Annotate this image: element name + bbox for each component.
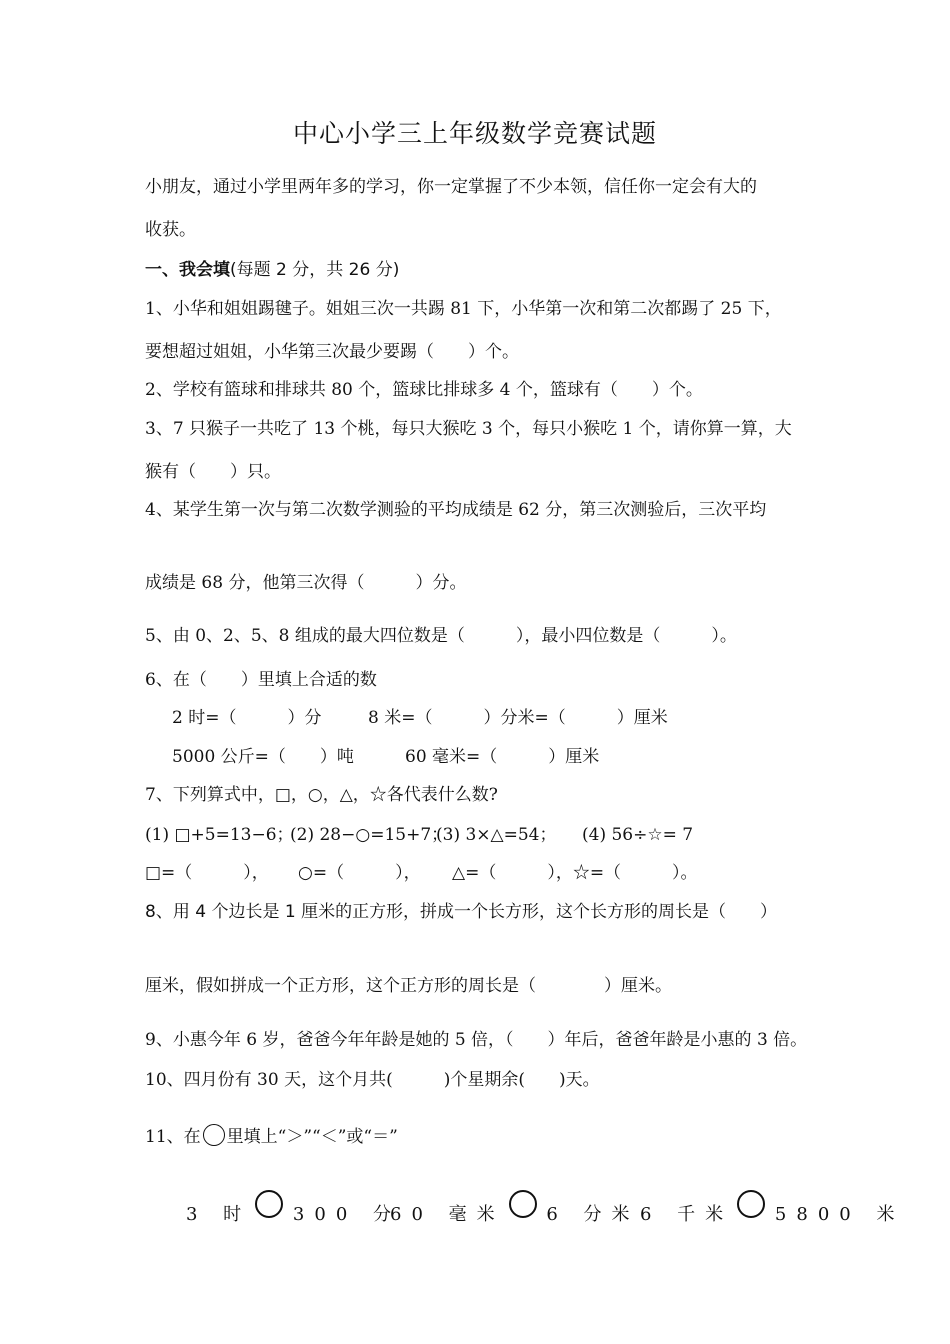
- question-9: 9、小惠今年 6 岁，爸爸今年年龄是她的 5 倍，（ ）年后，爸爸年龄是小惠的 3 倍。: [145, 1030, 808, 1050]
- question-8-line-1: 8、用 4 个边长是 1 厘米的正方形，拼成一个长方形，这个长方形的周长是（ ）: [145, 902, 778, 922]
- question-7-eq-3: (3) 3×△=54；: [436, 825, 557, 845]
- question-6-item-4: 60 毫米=（ ）厘米: [405, 747, 600, 767]
- question-11-prefix: 11、在: [145, 1127, 201, 1147]
- question-2: 2、学校有篮球和排球共 80 个，篮球比排球多 4 个，篮球有（ ）个。: [145, 380, 703, 400]
- question-7-stem: 7、下列算式中，□，○，△，☆各代表什么数?: [145, 785, 498, 805]
- compare-item-1: [186, 1190, 401, 1226]
- page-title: 中心小学三上年级数学竞赛试题: [292, 119, 657, 148]
- circle-icon[interactable]: [737, 1190, 765, 1218]
- section-heading: [145, 259, 399, 281]
- question-6-stem: 6、在（ ）里填上合适的数: [145, 670, 377, 690]
- compare-left: 6 千米: [640, 1204, 734, 1225]
- question-6-item-1: 2 时=（ ）分: [172, 708, 322, 728]
- question-1-line-1: 1、小华和姐姐踢毽子。姐姐三次一共踢 81 下，小华第一次和第二次都踢了 25 下，: [145, 299, 782, 319]
- question-7-ans-1: □=（ ），: [145, 863, 269, 883]
- compare-right: 300 分: [292, 1204, 401, 1225]
- intro-line-1: 小朋友，通过小学里两年多的学习，你一定掌握了不少本领，信任你一定会有大的: [145, 177, 757, 197]
- question-6-item-2: 8 米=（ ）分米=（ ）厘米: [368, 708, 668, 728]
- question-3-line-1: 3、7 只猴子一共吃了 13 个桃，每只大猴吃 3 个，每只小猴吃 1 个，请你算一算，大: [145, 419, 792, 439]
- question-5: 5、由 0、2、5、8 组成的最大四位数是（ ），最小四位数是（ ）。: [145, 626, 737, 646]
- section-scoring: (每题 2 分，共 26 分): [230, 260, 400, 280]
- section-title: 一、我会填: [145, 260, 230, 280]
- circle-icon[interactable]: [509, 1190, 537, 1218]
- question-11-suffix: 里填上“＞”“＜”或“＝”: [226, 1127, 398, 1147]
- question-4-line-2: 成绩是 68 分，他第三次得（ ）分。: [145, 573, 467, 593]
- compare-left: 60 毫米: [390, 1204, 505, 1225]
- question-7-ans-3: △=（ ），☆=（ ）。: [452, 863, 698, 883]
- question-7-ans-2: ○=（ ），: [298, 863, 421, 883]
- question-4-line-1: 4、某学生第一次与第二次数学测验的平均成绩是 62 分，第三次测验后，三次平均: [145, 500, 767, 520]
- question-1-line-2: 要想超过姐姐，小华第三次最少要踢（ ）个。: [145, 342, 519, 362]
- compare-right: 5800 米: [774, 1204, 905, 1225]
- question-10: 10、四月份有 30 天，这个月共( )个星期余( )天。: [145, 1070, 600, 1090]
- intro-line-2: 收获。: [145, 220, 196, 240]
- question-6-item-3: 5000 公斤=（ ）吨: [172, 747, 354, 767]
- circle-icon: [203, 1124, 225, 1146]
- question-7-eq-2: (2) 28−○=15+7；: [290, 825, 449, 845]
- question-11-stem: [145, 1124, 398, 1148]
- compare-right: 6 分米: [546, 1204, 640, 1225]
- compare-item-3: [640, 1190, 904, 1226]
- question-8-line-2: 厘米，假如拼成一个正方形，这个正方形的周长是（ ）厘米。: [145, 976, 672, 996]
- circle-icon[interactable]: [255, 1190, 283, 1218]
- question-7-eq-4: (4) 56÷☆= 7: [582, 825, 694, 845]
- question-7-eq-1: (1) □+5=13−6；: [145, 825, 294, 845]
- compare-left: 3 时: [186, 1204, 252, 1225]
- question-3-line-2: 猴有（ ）只。: [145, 462, 281, 482]
- compare-item-2: [390, 1190, 640, 1226]
